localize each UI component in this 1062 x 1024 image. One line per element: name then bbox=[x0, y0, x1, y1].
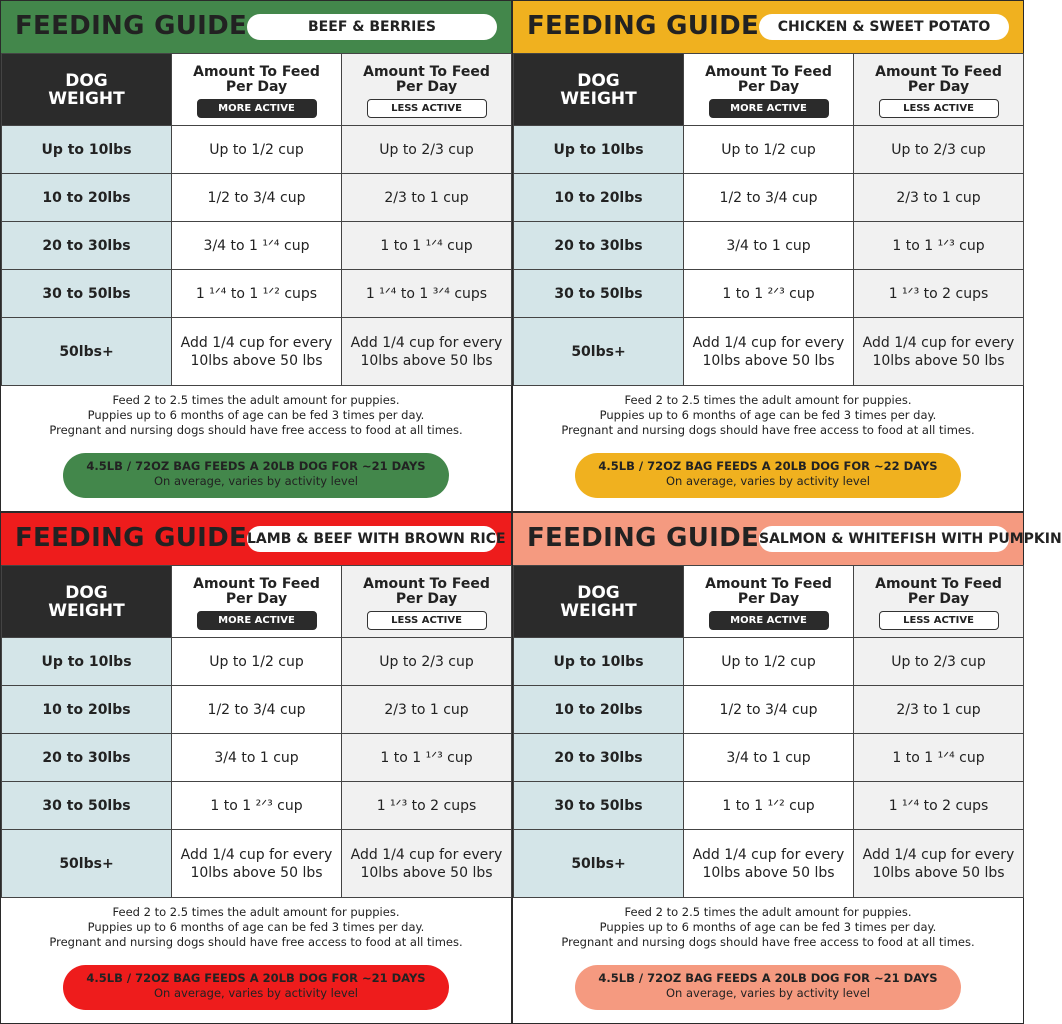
weight-cell: Up to 10lbs bbox=[514, 638, 684, 686]
weight-cell: 10 to 20lbs bbox=[514, 686, 684, 734]
panel-title: FEEDING GUIDE bbox=[527, 11, 760, 41]
weight-cell: 20 to 30lbs bbox=[2, 734, 172, 782]
table-row bbox=[514, 734, 1024, 782]
less-active-header-label: Amount To Feed Per Day bbox=[363, 576, 490, 607]
feeding-notes bbox=[513, 905, 1023, 950]
more-active-cell: 1 to 1 ¹ᐟ² cup bbox=[684, 782, 854, 830]
less-active-cell: 1 ¹ᐟ⁴ to 1 ³ᐟ⁴ cups bbox=[342, 270, 512, 318]
table-row bbox=[2, 830, 512, 898]
feeding-table bbox=[513, 53, 1024, 386]
dog-weight-header bbox=[2, 566, 172, 638]
table-header-row bbox=[514, 54, 1024, 126]
less-active-cell: 1 ¹ᐟ³ to 2 cups bbox=[342, 782, 512, 830]
weight-cell: 30 to 50lbs bbox=[2, 270, 172, 318]
more-active-header-label: Amount To Feed Per Day bbox=[705, 64, 832, 95]
table-row bbox=[2, 638, 512, 686]
table-row bbox=[2, 782, 512, 830]
more-active-header bbox=[684, 54, 854, 126]
feeding-guide-panel-beef bbox=[1, 1, 511, 511]
dog-weight-header-label: DOG WEIGHT bbox=[48, 582, 125, 621]
feeding-notes bbox=[1, 905, 511, 950]
more-active-cell: 3/4 to 1 cup bbox=[684, 734, 854, 782]
note-line: Feed 2 to 2.5 times the adult amount for puppies. bbox=[112, 905, 400, 919]
more-active-cell: Up to 1/2 cup bbox=[172, 638, 342, 686]
panel-title: FEEDING GUIDE bbox=[15, 523, 248, 553]
less-active-cell: Add 1/4 cup for every 10lbs above 50 lbs bbox=[854, 830, 1024, 898]
less-active-cell: Up to 2/3 cup bbox=[342, 126, 512, 174]
bag-info-main: 4.5LB / 72OZ BAG FEEDS A 20LB DOG FOR ~21 DAYS bbox=[86, 459, 426, 473]
less-active-header-label: Amount To Feed Per Day bbox=[875, 576, 1002, 607]
table-row bbox=[514, 686, 1024, 734]
table-header-row bbox=[2, 566, 512, 638]
panel-title: FEEDING GUIDE bbox=[527, 523, 760, 553]
less-active-cell: Add 1/4 cup for every 10lbs above 50 lbs bbox=[342, 318, 512, 386]
less-active-cell: 1 to 1 ¹ᐟ⁴ cup bbox=[854, 734, 1024, 782]
weight-cell: 20 to 30lbs bbox=[2, 222, 172, 270]
table-row bbox=[514, 270, 1024, 318]
bag-info-pill bbox=[63, 965, 449, 1010]
table-row bbox=[514, 222, 1024, 270]
weight-cell: Up to 10lbs bbox=[514, 126, 684, 174]
weight-cell: 10 to 20lbs bbox=[2, 174, 172, 222]
bag-info-pill bbox=[63, 453, 449, 498]
note-line: Feed 2 to 2.5 times the adult amount for puppies. bbox=[112, 393, 400, 407]
less-active-cell: 1 to 1 ¹ᐟ³ cup bbox=[854, 222, 1024, 270]
weight-cell: Up to 10lbs bbox=[2, 126, 172, 174]
flavor-label: LAMB & BEEF WITH BROWN RICE bbox=[247, 526, 497, 552]
less-active-cell: 1 ¹ᐟ³ to 2 cups bbox=[854, 270, 1024, 318]
less-active-cell: 2/3 to 1 cup bbox=[854, 686, 1024, 734]
panel-header bbox=[513, 1, 1023, 53]
feeding-table bbox=[513, 565, 1024, 898]
table-row bbox=[2, 686, 512, 734]
weight-cell: 20 to 30lbs bbox=[514, 734, 684, 782]
panel-header bbox=[513, 513, 1062, 565]
more-active-header bbox=[172, 566, 342, 638]
feeding-guide-panel-salmon bbox=[513, 513, 1062, 1023]
bag-info-main: 4.5LB / 72OZ BAG FEEDS A 20LB DOG FOR ~22 DAYS bbox=[598, 459, 938, 473]
note-line: Pregnant and nursing dogs should have free access to food at all times. bbox=[561, 423, 975, 437]
table-row bbox=[514, 830, 1024, 898]
table-header-row bbox=[514, 566, 1024, 638]
weight-cell: 50lbs+ bbox=[514, 830, 684, 898]
more-active-cell: 1/2 to 3/4 cup bbox=[684, 174, 854, 222]
dog-weight-header bbox=[2, 54, 172, 126]
less-active-cell: Add 1/4 cup for every 10lbs above 50 lbs bbox=[854, 318, 1024, 386]
more-active-cell: Up to 1/2 cup bbox=[684, 126, 854, 174]
more-active-cell: Up to 1/2 cup bbox=[172, 126, 342, 174]
more-active-cell: 1/2 to 3/4 cup bbox=[684, 686, 854, 734]
less-active-header bbox=[854, 566, 1024, 638]
less-active-cell: 2/3 to 1 cup bbox=[342, 686, 512, 734]
more-active-cell: Add 1/4 cup for every 10lbs above 50 lbs bbox=[172, 318, 342, 386]
weight-cell: Up to 10lbs bbox=[2, 638, 172, 686]
note-line: Pregnant and nursing dogs should have free access to food at all times. bbox=[561, 935, 975, 949]
table-header-row bbox=[2, 54, 512, 126]
less-active-header-label: Amount To Feed Per Day bbox=[875, 64, 1002, 95]
table-row bbox=[2, 270, 512, 318]
less-active-cell: 2/3 to 1 cup bbox=[854, 174, 1024, 222]
bag-info-pill bbox=[575, 965, 961, 1010]
more-active-header-label: Amount To Feed Per Day bbox=[193, 64, 320, 95]
weight-cell: 50lbs+ bbox=[2, 318, 172, 386]
weight-cell: 50lbs+ bbox=[514, 318, 684, 386]
more-active-cell: Add 1/4 cup for every 10lbs above 50 lbs bbox=[684, 830, 854, 898]
weight-cell: 10 to 20lbs bbox=[2, 686, 172, 734]
flavor-label: SALMON & WHITEFISH WITH PUMPKIN bbox=[759, 526, 1009, 552]
weight-cell: 30 to 50lbs bbox=[2, 782, 172, 830]
bag-info-sub: On average, varies by activity level bbox=[153, 474, 359, 488]
less-active-header-label: Amount To Feed Per Day bbox=[363, 64, 490, 95]
flavor-label: BEEF & BERRIES bbox=[247, 14, 497, 40]
table-row bbox=[2, 174, 512, 222]
bag-info-sub: On average, varies by activity level bbox=[153, 986, 359, 1000]
weight-cell: 10 to 20lbs bbox=[514, 174, 684, 222]
feeding-notes bbox=[1, 393, 511, 438]
more-active-header bbox=[684, 566, 854, 638]
table-row bbox=[514, 782, 1024, 830]
panel-header bbox=[1, 1, 511, 53]
table-row bbox=[514, 318, 1024, 386]
dog-weight-header bbox=[514, 566, 684, 638]
table-row bbox=[514, 174, 1024, 222]
flavor-label: CHICKEN & SWEET POTATO bbox=[759, 14, 1009, 40]
more-active-badge: MORE ACTIVE bbox=[709, 99, 829, 118]
note-line: Puppies up to 6 months of age can be fed 3 times per day. bbox=[599, 920, 937, 934]
more-active-cell: 1/2 to 3/4 cup bbox=[172, 686, 342, 734]
less-active-badge: LESS ACTIVE bbox=[879, 611, 999, 630]
more-active-cell: 3/4 to 1 ¹ᐟ⁴ cup bbox=[172, 222, 342, 270]
feeding-guide-panel-chicken bbox=[513, 1, 1023, 511]
bag-info-sub: On average, varies by activity level bbox=[665, 986, 871, 1000]
feeding-notes bbox=[513, 393, 1023, 438]
table-row bbox=[514, 638, 1024, 686]
more-active-header-label: Amount To Feed Per Day bbox=[193, 576, 320, 607]
less-active-badge: LESS ACTIVE bbox=[879, 99, 999, 118]
more-active-badge: MORE ACTIVE bbox=[197, 99, 317, 118]
panel-header bbox=[1, 513, 511, 565]
weight-cell: 20 to 30lbs bbox=[514, 222, 684, 270]
note-line: Feed 2 to 2.5 times the adult amount for puppies. bbox=[624, 905, 912, 919]
bag-info-pill bbox=[575, 453, 961, 498]
less-active-badge: LESS ACTIVE bbox=[367, 99, 487, 118]
less-active-cell: 1 ¹ᐟ⁴ to 2 cups bbox=[854, 782, 1024, 830]
table-row bbox=[2, 126, 512, 174]
less-active-cell: 1 to 1 ¹ᐟ³ cup bbox=[342, 734, 512, 782]
more-active-cell: 1/2 to 3/4 cup bbox=[172, 174, 342, 222]
more-active-badge: MORE ACTIVE bbox=[709, 611, 829, 630]
note-line: Puppies up to 6 months of age can be fed 3 times per day. bbox=[87, 920, 425, 934]
less-active-cell: Up to 2/3 cup bbox=[342, 638, 512, 686]
more-active-cell: 3/4 to 1 cup bbox=[172, 734, 342, 782]
more-active-badge: MORE ACTIVE bbox=[197, 611, 317, 630]
dog-weight-header-label: DOG WEIGHT bbox=[560, 70, 637, 109]
more-active-header-label: Amount To Feed Per Day bbox=[705, 576, 832, 607]
table-row bbox=[2, 222, 512, 270]
bag-info-main: 4.5LB / 72OZ BAG FEEDS A 20LB DOG FOR ~21 DAYS bbox=[598, 971, 938, 985]
note-line: Pregnant and nursing dogs should have free access to food at all times. bbox=[49, 935, 463, 949]
table-row bbox=[2, 734, 512, 782]
less-active-cell: Add 1/4 cup for every 10lbs above 50 lbs bbox=[342, 830, 512, 898]
less-active-cell: 1 to 1 ¹ᐟ⁴ cup bbox=[342, 222, 512, 270]
dog-weight-header bbox=[514, 54, 684, 126]
weight-cell: 30 to 50lbs bbox=[514, 782, 684, 830]
feeding-table bbox=[1, 565, 512, 898]
note-line: Puppies up to 6 months of age can be fed 3 times per day. bbox=[599, 408, 937, 422]
more-active-cell: Add 1/4 cup for every 10lbs above 50 lbs bbox=[172, 830, 342, 898]
more-active-cell: Add 1/4 cup for every 10lbs above 50 lbs bbox=[684, 318, 854, 386]
panel-title: FEEDING GUIDE bbox=[15, 11, 248, 41]
less-active-cell: Up to 2/3 cup bbox=[854, 126, 1024, 174]
dog-weight-header-label: DOG WEIGHT bbox=[48, 70, 125, 109]
bag-info-sub: On average, varies by activity level bbox=[665, 474, 871, 488]
more-active-cell: 1 to 1 ²ᐟ³ cup bbox=[684, 270, 854, 318]
note-line: Pregnant and nursing dogs should have free access to food at all times. bbox=[49, 423, 463, 437]
less-active-cell: 2/3 to 1 cup bbox=[342, 174, 512, 222]
less-active-cell: Up to 2/3 cup bbox=[854, 638, 1024, 686]
more-active-header bbox=[172, 54, 342, 126]
more-active-cell: Up to 1/2 cup bbox=[684, 638, 854, 686]
more-active-cell: 1 to 1 ²ᐟ³ cup bbox=[172, 782, 342, 830]
dog-weight-header-label: DOG WEIGHT bbox=[560, 582, 637, 621]
less-active-header bbox=[342, 566, 512, 638]
bag-info-main: 4.5LB / 72OZ BAG FEEDS A 20LB DOG FOR ~21 DAYS bbox=[86, 971, 426, 985]
weight-cell: 30 to 50lbs bbox=[514, 270, 684, 318]
less-active-header bbox=[854, 54, 1024, 126]
weight-cell: 50lbs+ bbox=[2, 830, 172, 898]
table-row bbox=[514, 126, 1024, 174]
more-active-cell: 3/4 to 1 cup bbox=[684, 222, 854, 270]
less-active-header bbox=[342, 54, 512, 126]
feeding-guide-panel-lamb bbox=[1, 513, 511, 1023]
less-active-badge: LESS ACTIVE bbox=[367, 611, 487, 630]
note-line: Feed 2 to 2.5 times the adult amount for puppies. bbox=[624, 393, 912, 407]
table-row bbox=[2, 318, 512, 386]
note-line: Puppies up to 6 months of age can be fed 3 times per day. bbox=[87, 408, 425, 422]
more-active-cell: 1 ¹ᐟ⁴ to 1 ¹ᐟ² cups bbox=[172, 270, 342, 318]
feeding-table bbox=[1, 53, 512, 386]
